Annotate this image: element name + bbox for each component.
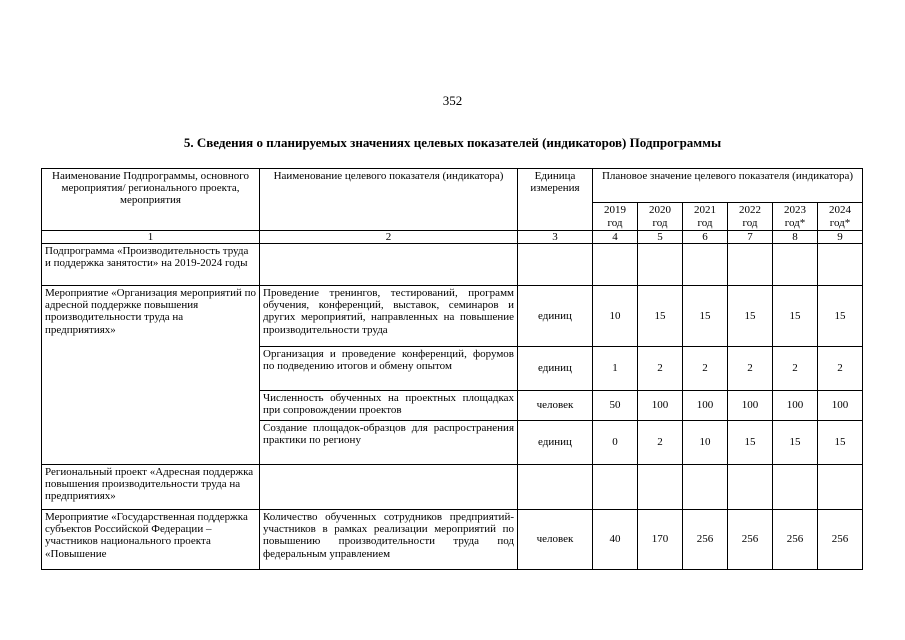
value: 100 (773, 391, 818, 421)
header-year: 2019 год (593, 203, 638, 231)
value: 256 (728, 510, 773, 570)
header-year: 2022 год (728, 203, 773, 231)
table-row (42, 244, 863, 286)
column-number: 4 (593, 231, 638, 244)
value: 2 (818, 347, 863, 391)
column-number: 9 (818, 231, 863, 244)
column-number: 2 (260, 231, 518, 244)
header-year: 2021 год (683, 203, 728, 231)
value: 15 (728, 421, 773, 465)
value: 100 (728, 391, 773, 421)
header-col-indicator: Наименование целевого показателя (индикатора) (260, 169, 518, 231)
column-number: 5 (638, 231, 683, 244)
indicator-name: Проведение тренингов, тестирований, программ обучения, конференций, выставок, семинаров и других мероприятий, направленных на повышение производительности труда (260, 286, 518, 347)
value: 15 (683, 286, 728, 347)
header-year: 2020 год (638, 203, 683, 231)
table-row (42, 510, 863, 570)
value: 1 (593, 347, 638, 391)
value: 0 (593, 421, 638, 465)
indicator-name: Создание площадок-образцов для распространения практики по региону (260, 421, 518, 465)
column-number: 8 (773, 231, 818, 244)
table-row (42, 465, 863, 510)
header-plan-value: Плановое значение целевого показателя (индикатора) (593, 169, 863, 203)
indicator-name: Численность обученных на проектных площадках при сопровождении проектов (260, 391, 518, 421)
value: 15 (728, 286, 773, 347)
event-name: Мероприятие «Государственная поддержка субъектов Российской Федерации – участников национального проекта «Повышение (42, 510, 260, 570)
value: 2 (638, 347, 683, 391)
value: 10 (593, 286, 638, 347)
value: 15 (818, 286, 863, 347)
unit: человек (518, 391, 593, 421)
unit: единиц (518, 421, 593, 465)
header-year: 2024 год* (818, 203, 863, 231)
value: 2 (728, 347, 773, 391)
value: 15 (818, 421, 863, 465)
page-number: 352 (442, 93, 463, 108)
indicator-name: Количество обученных сотрудников предприятий-участников в рамках реализации мероприятий по повышению производительности труда под федеральным управлением (260, 510, 518, 570)
value: 2 (683, 347, 728, 391)
value: 100 (818, 391, 863, 421)
header-col-name: Наименование Подпрограммы, основного мероприятия/ регионального проекта, мероприятия (42, 169, 260, 231)
unit: человек (518, 510, 593, 570)
indicators-table (41, 168, 863, 570)
value: 50 (593, 391, 638, 421)
regional-project-name: Региональный проект «Адресная поддержка повышения производительности труда на предприятиях» (42, 465, 260, 510)
value: 2 (773, 347, 818, 391)
column-number: 7 (728, 231, 773, 244)
table-row (42, 286, 863, 347)
header-col-unit: Единица измерения (518, 169, 593, 231)
header-year: 2023 год* (773, 203, 818, 231)
column-number: 3 (518, 231, 593, 244)
event-name: Мероприятие «Организация мероприятий по адресной поддержке повышения производительности труда на предприятиях» (42, 286, 260, 465)
value: 256 (818, 510, 863, 570)
unit: единиц (518, 286, 593, 347)
value: 256 (773, 510, 818, 570)
unit: единиц (518, 347, 593, 391)
value: 15 (773, 286, 818, 347)
value: 15 (638, 286, 683, 347)
value: 10 (683, 421, 728, 465)
value: 256 (683, 510, 728, 570)
value: 2 (638, 421, 683, 465)
column-number: 6 (683, 231, 728, 244)
column-numbers-row (42, 231, 863, 244)
subprogram-name: Подпрограмма «Производительность труда и поддержка занятости» на 2019-2024 годы (42, 244, 260, 286)
value: 40 (593, 510, 638, 570)
value: 15 (773, 421, 818, 465)
value: 100 (683, 391, 728, 421)
indicator-name: Организация и проведение конференций, форумов по подведению итогов и обмену опытом (260, 347, 518, 391)
column-number: 1 (42, 231, 260, 244)
value: 100 (638, 391, 683, 421)
section-title: 5. Сведения о планируемых значениях целевых показателей (индикаторов) Подпрограммы (183, 135, 722, 150)
value: 170 (638, 510, 683, 570)
